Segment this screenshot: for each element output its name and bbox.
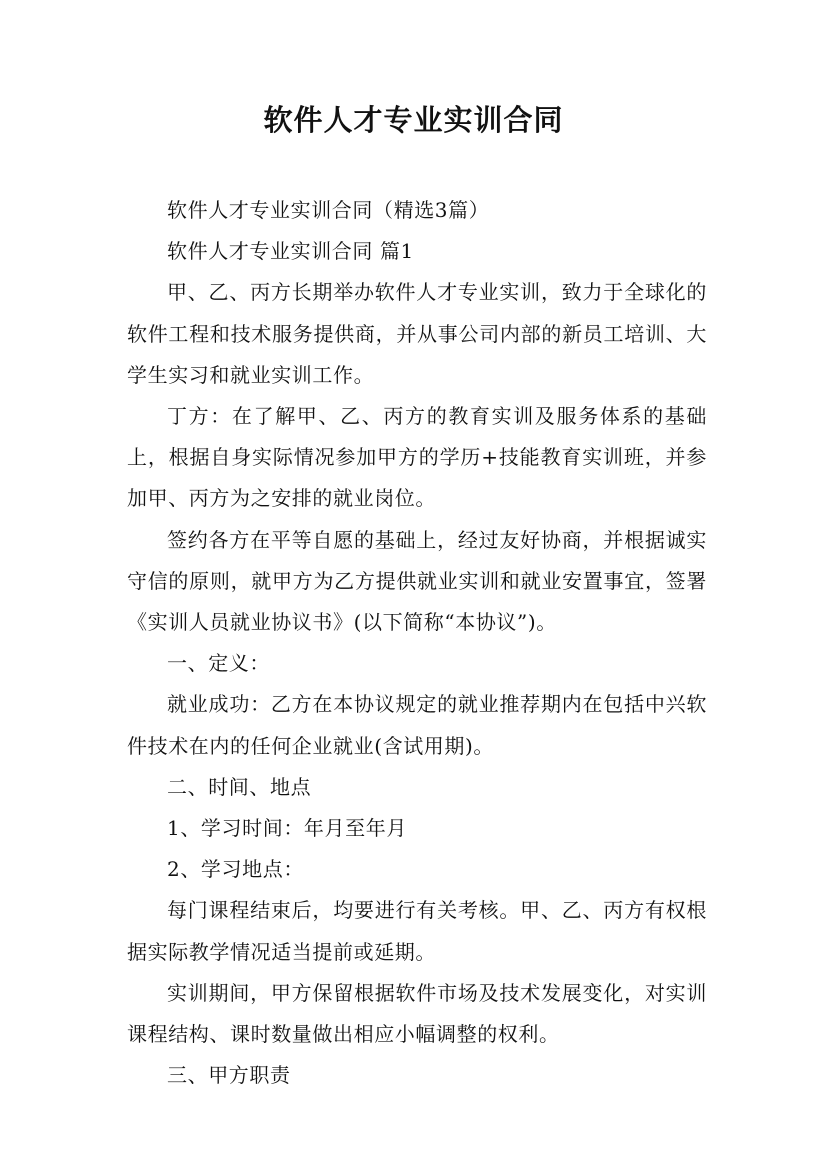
paragraph-assessment: 每门课程结束后，均要进行有关考核。甲、乙、丙方有权根据实际教学情况适当提前或延期。 xyxy=(127,898,707,964)
document-body xyxy=(127,190,707,1096)
paragraph-curriculum: 实训期间，甲方保留根据软件市场及技术发展变化，对实训课程结构、课时数量做出相应小幅调整的权利。 xyxy=(127,980,707,1047)
paragraph-time-place-heading: 二、时间、地点 xyxy=(167,774,312,799)
paragraph-definition-heading: 一、定义： xyxy=(167,651,270,676)
paragraph-study-time: 1、学习时间：年月至年月 xyxy=(167,816,407,841)
paragraph-party-a-duties-heading: 三、甲方职责 xyxy=(167,1063,291,1088)
paragraph-section-heading: 软件人才专业实训合同 篇1 xyxy=(167,239,414,264)
paragraph-subtitle: 软件人才专业实训合同（精选3篇） xyxy=(167,198,490,222)
paragraph-study-place: 2、学习地点： xyxy=(167,857,304,882)
paragraph-parties-intro: 甲、乙、丙方长期举办软件人才专业实训，致力于全球化的软件工程和技术服务提供商，并从事公司内部的新员工培训、大学生实习和就业实训工作。 xyxy=(127,280,707,387)
paragraph-definition: 就业成功：乙方在本协议规定的就业推荐期内在包括中兴软件技术在内的任何企业就业(含试用期)。 xyxy=(127,692,707,758)
paragraph-party-d: 丁方：在了解甲、乙、丙方的教育实训及服务体系的基础上，根据自身实际情况参加甲方的学历+技能教育实训班，并参加甲、丙方为之安排的就业岗位。 xyxy=(127,404,707,511)
document-title: 软件人才专业实训合同 xyxy=(263,103,564,137)
paragraph-agreement: 签约各方在平等自愿的基础上，经过友好协商，并根据诚实守信的原则，就甲方为乙方提供就业实训和就业安置事宜，签署《实训人员就业协议书》(以下简称“本协议”)。 xyxy=(127,527,707,635)
